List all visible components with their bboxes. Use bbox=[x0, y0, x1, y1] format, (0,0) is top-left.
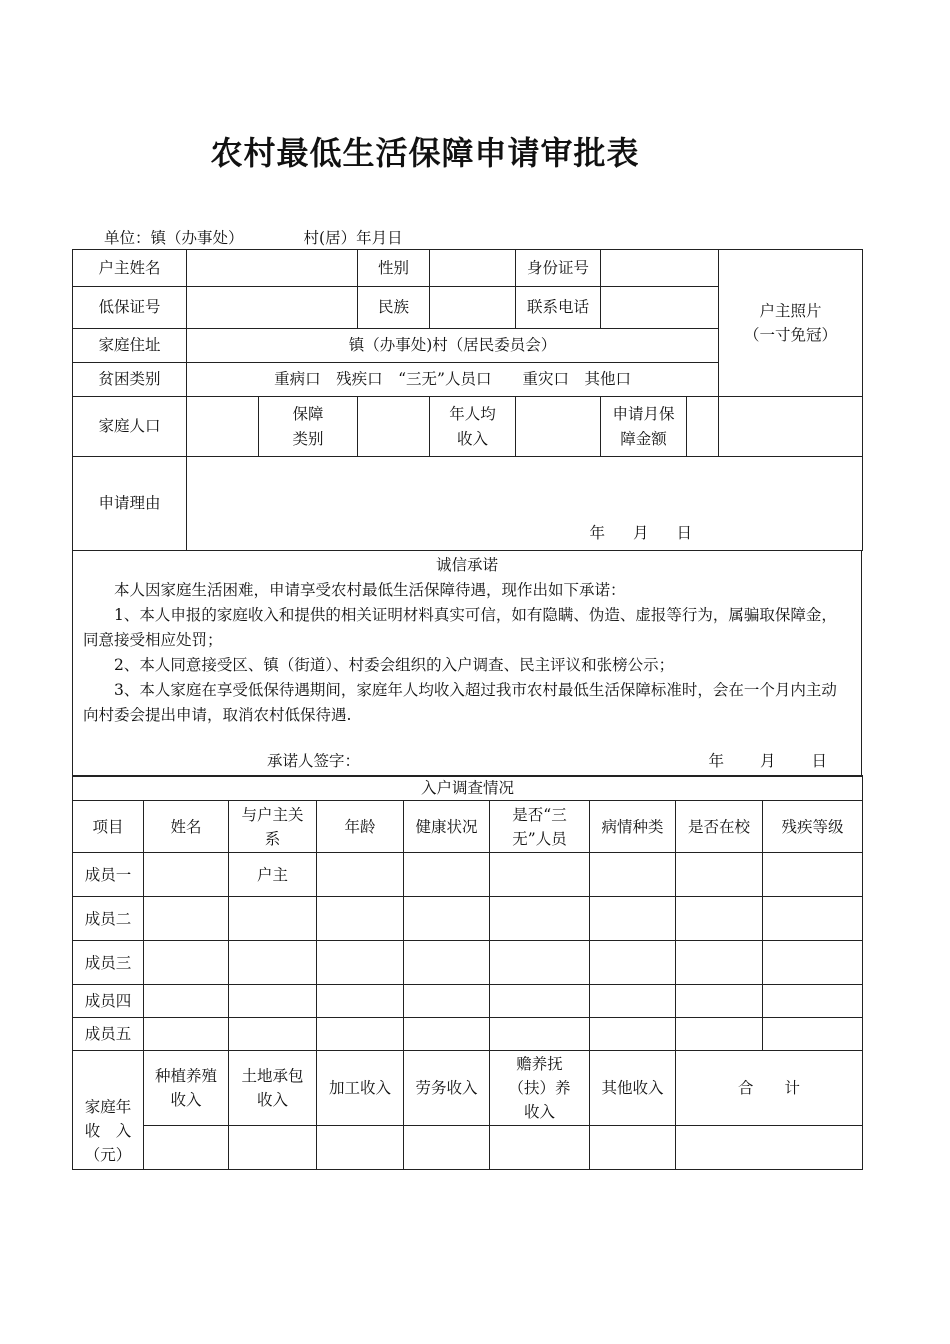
monthly-amount-text: 申请月保障金额 bbox=[612, 405, 675, 448]
cell[interactable] bbox=[590, 853, 676, 897]
gender-label: 性别 bbox=[358, 250, 430, 287]
cell[interactable] bbox=[404, 941, 490, 985]
col-sanwu-text: 是否“三无”人员 bbox=[512, 805, 567, 848]
cell[interactable] bbox=[490, 985, 590, 1018]
promise-heading: 诚信承诺 bbox=[435, 556, 498, 574]
cell[interactable] bbox=[317, 941, 404, 985]
income-col-support-text: 赡养抚（扶）养收入 bbox=[508, 1054, 571, 1122]
cell[interactable] bbox=[404, 1018, 490, 1051]
gender-field[interactable] bbox=[430, 250, 516, 287]
promise-section bbox=[73, 551, 862, 777]
cell[interactable] bbox=[144, 1018, 229, 1051]
col-in-school: 是否在校 bbox=[676, 801, 763, 853]
photo-box bbox=[719, 250, 863, 397]
promise-date-month: 月 bbox=[759, 752, 776, 770]
reason-date-day: 日 bbox=[676, 524, 693, 543]
cell[interactable] bbox=[763, 941, 863, 985]
col-sanwu bbox=[490, 801, 590, 853]
promise-item-3: 3、本人家庭在享受低保待遇期间，家庭年人均收入超过我市农村最低生活保障标准时，会在一个月内主动向村委会提出申请，取消农村低保待遇. bbox=[83, 681, 837, 724]
poverty-type-options[interactable]: 重病口 残疾口 “三无”人员口 重灾口 其他口 bbox=[187, 363, 719, 397]
income-labor-field[interactable] bbox=[404, 1126, 490, 1170]
promise-date-year: 年 bbox=[708, 752, 724, 770]
annual-income-field[interactable] bbox=[516, 397, 601, 457]
income-col-land-text: 土地承包收入 bbox=[241, 1067, 304, 1110]
col-illness: 病情种类 bbox=[590, 801, 676, 853]
member-label: 成员四 bbox=[73, 985, 144, 1018]
income-col-processing: 加工收入 bbox=[317, 1051, 404, 1126]
income-col-planting bbox=[144, 1051, 229, 1126]
family-size-label: 家庭人口 bbox=[73, 397, 187, 457]
guarantee-type-label bbox=[259, 397, 358, 457]
cell[interactable] bbox=[490, 897, 590, 941]
table-row bbox=[73, 853, 863, 897]
income-col-planting-text: 种植养殖收入 bbox=[154, 1067, 217, 1110]
col-health: 健康状况 bbox=[404, 801, 490, 853]
cell[interactable] bbox=[144, 941, 229, 985]
income-planting-field[interactable] bbox=[144, 1126, 229, 1170]
member-label: 成员五 bbox=[73, 1018, 144, 1051]
cell[interactable] bbox=[590, 941, 676, 985]
annual-income-text: 年人均收入 bbox=[449, 405, 496, 448]
applicant-info-table bbox=[72, 249, 863, 551]
unit-line bbox=[104, 226, 403, 248]
dibao-number-field[interactable] bbox=[187, 287, 358, 329]
photo-spacer bbox=[719, 397, 863, 457]
col-item: 项目 bbox=[73, 801, 144, 853]
dibao-number-label: 低保证号 bbox=[73, 287, 187, 329]
survey-heading: 入户调查情况 bbox=[73, 776, 863, 801]
address-field[interactable]: 镇（办事处)村（居民委员会） bbox=[187, 329, 719, 363]
poverty-type-label: 贫困类别 bbox=[73, 363, 187, 397]
cell[interactable] bbox=[676, 853, 763, 897]
income-label bbox=[73, 1051, 144, 1170]
ethnicity-field[interactable] bbox=[430, 287, 516, 329]
table-row bbox=[73, 1018, 863, 1051]
cell[interactable] bbox=[317, 853, 404, 897]
ethnicity-label: 民族 bbox=[358, 287, 430, 329]
promise-item-2: 2、本人同意接受区、镇（街道）、村委会组织的入户调查、民主评议和张榜公示； bbox=[114, 656, 675, 674]
cell[interactable] bbox=[229, 897, 317, 941]
guarantee-type-field[interactable] bbox=[358, 397, 430, 457]
table-row bbox=[73, 985, 863, 1018]
cell[interactable] bbox=[763, 1018, 863, 1051]
survey-table bbox=[72, 775, 863, 1170]
relation-head: 户主 bbox=[229, 853, 317, 897]
promise-date-day: 日 bbox=[811, 752, 827, 770]
promise-intro: 本人因家庭生活困难，申请享受农村最低生活保障待遇，现作出如下承诺： bbox=[114, 581, 626, 599]
cell[interactable] bbox=[229, 941, 317, 985]
village-label: 村(居）年月日 bbox=[303, 229, 403, 247]
cell[interactable] bbox=[144, 853, 229, 897]
cell[interactable] bbox=[676, 985, 763, 1018]
promise-table bbox=[72, 550, 862, 777]
phone-field[interactable] bbox=[601, 287, 719, 329]
reason-date bbox=[562, 521, 693, 545]
cell[interactable] bbox=[590, 897, 676, 941]
cell[interactable] bbox=[763, 853, 863, 897]
cell[interactable] bbox=[590, 1018, 676, 1051]
cell[interactable] bbox=[490, 853, 590, 897]
income-label-text: 家庭年收 入（元） bbox=[84, 1097, 132, 1164]
col-disability: 残疾等级 bbox=[763, 801, 863, 853]
cell[interactable] bbox=[404, 985, 490, 1018]
cell[interactable] bbox=[676, 897, 763, 941]
income-col-labor: 劳务收入 bbox=[404, 1051, 490, 1126]
cell[interactable] bbox=[763, 897, 863, 941]
head-name-label: 户主姓名 bbox=[73, 250, 187, 287]
page-title: 农村最低生活保障申请审批表 bbox=[210, 134, 640, 172]
income-total-field[interactable] bbox=[676, 1126, 863, 1170]
annual-income-label bbox=[430, 397, 516, 457]
phone-label: 联系电话 bbox=[516, 287, 601, 329]
id-number-field[interactable] bbox=[601, 250, 719, 287]
income-values-row bbox=[73, 1126, 863, 1170]
income-col-other: 其他收入 bbox=[590, 1051, 676, 1126]
cell[interactable] bbox=[317, 897, 404, 941]
income-other-field[interactable] bbox=[590, 1126, 676, 1170]
cell[interactable] bbox=[144, 985, 229, 1018]
col-relation-text: 与户主关系 bbox=[241, 805, 304, 848]
member-label: 成员二 bbox=[73, 897, 144, 941]
reason-label: 申请理由 bbox=[73, 457, 187, 551]
reason-date-month: 月 bbox=[633, 524, 649, 543]
head-name-field[interactable] bbox=[187, 250, 358, 287]
income-col-land bbox=[229, 1051, 317, 1126]
family-size-field[interactable] bbox=[187, 397, 259, 457]
cell[interactable] bbox=[229, 1018, 317, 1051]
income-col-support bbox=[490, 1051, 590, 1126]
table-row bbox=[73, 941, 863, 985]
monthly-amount-field[interactable] bbox=[687, 397, 719, 457]
col-age: 年龄 bbox=[317, 801, 404, 853]
cell[interactable] bbox=[676, 1018, 763, 1051]
promise-item-1: 1、本人申报的家庭收入和提供的相关证明材料真实可信，如有隐瞒、伪造、虚报等行为，属骗取保障金，同意接受相应处罚； bbox=[83, 606, 837, 649]
cell[interactable] bbox=[229, 985, 317, 1018]
address-label: 家庭住址 bbox=[73, 329, 187, 363]
signer-label: 承诺人签字： bbox=[267, 752, 361, 770]
cell[interactable] bbox=[144, 897, 229, 941]
unit-label: 单位：镇（办事处） bbox=[104, 229, 244, 247]
income-support-field[interactable] bbox=[490, 1126, 590, 1170]
cell[interactable] bbox=[676, 941, 763, 985]
cell[interactable] bbox=[317, 985, 404, 1018]
photo-label: 户主照片 bbox=[759, 301, 822, 320]
income-col-total: 合 计 bbox=[676, 1051, 863, 1126]
guarantee-type-text: 保障类别 bbox=[292, 405, 324, 448]
reason-date-year: 年 bbox=[589, 524, 606, 543]
cell[interactable] bbox=[763, 985, 863, 1018]
cell[interactable] bbox=[490, 941, 590, 985]
reason-field[interactable] bbox=[187, 457, 863, 551]
cell[interactable] bbox=[404, 897, 490, 941]
table-row bbox=[73, 897, 863, 941]
col-relation bbox=[229, 801, 317, 853]
cell[interactable] bbox=[317, 1018, 404, 1051]
cell[interactable] bbox=[490, 1018, 590, 1051]
cell[interactable] bbox=[590, 985, 676, 1018]
income-processing-field[interactable] bbox=[317, 1126, 404, 1170]
cell[interactable] bbox=[404, 853, 490, 897]
promise-date bbox=[672, 749, 827, 774]
member-label: 成员一 bbox=[73, 853, 144, 897]
id-number-label: 身份证号 bbox=[516, 250, 601, 287]
col-name: 姓名 bbox=[144, 801, 229, 853]
income-land-field[interactable] bbox=[229, 1126, 317, 1170]
monthly-amount-label bbox=[601, 397, 687, 457]
photo-note: （一寸免冠） bbox=[744, 326, 838, 344]
member-label: 成员三 bbox=[73, 941, 144, 985]
